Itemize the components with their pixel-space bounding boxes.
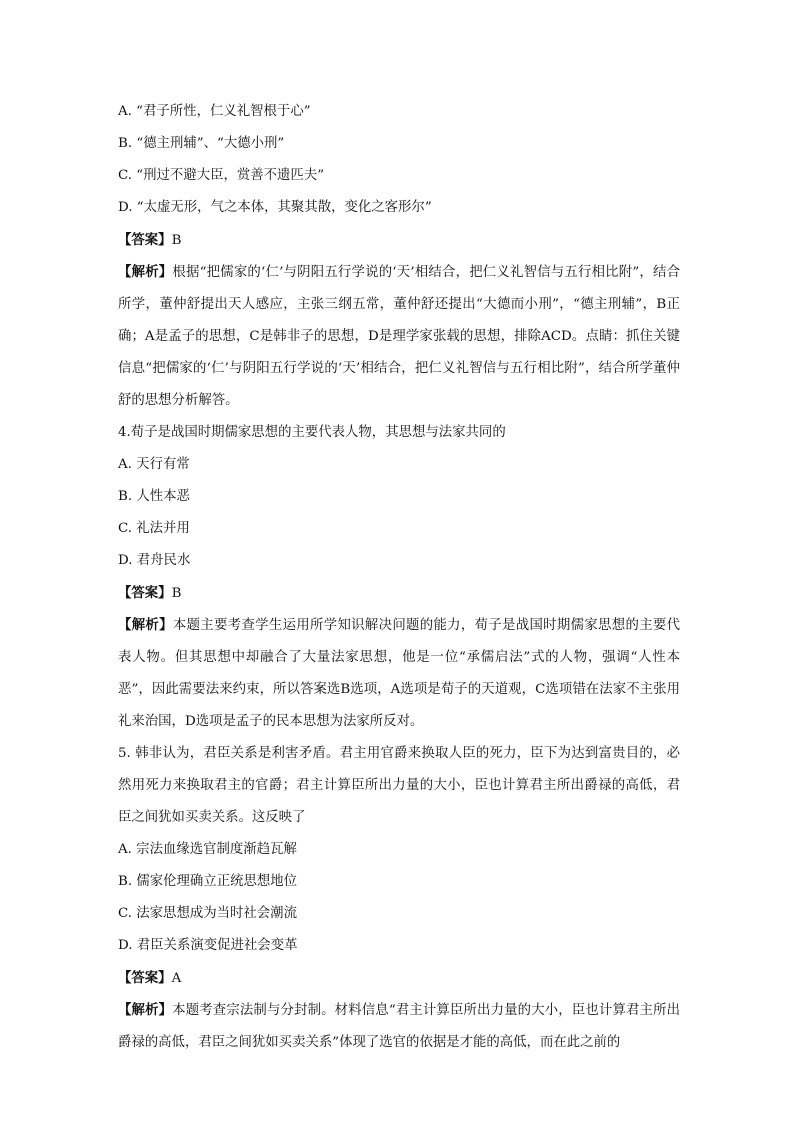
analysis-text: 根据“把儒家的‘仁’与阴阳五行学说的‘天’相结合，把仁义礼智信与五行相比附”，结合所学，董仲舒提出天人感应，主张三纲五常，董仲舒还提出“大德而小刑”，“德主刑辅”，B正确；A是孟子的思想，C是韩非子的思想，D是理学家张载的思想，排除ACD。点睛：抓住关键信息“把儒家的‘仁’与阴阳五行学说的‘天’相结合，把仁义礼智信与五行相比附”，结合所学董仲舒的思想分析解答。 bbox=[118, 265, 681, 408]
q5-analysis bbox=[118, 994, 680, 1059]
q5-option-a: A. 宗法血缘选官制度渐趋瓦解 bbox=[118, 842, 297, 857]
q5-option-c: C. 法家思想成为当时社会潮流 bbox=[118, 906, 297, 921]
q4-analysis bbox=[118, 609, 680, 738]
answer-value: B bbox=[171, 586, 182, 601]
answer-tag: 【答案】 bbox=[118, 232, 172, 248]
analysis-text: 本题主要考查学生运用所学知识解决问题的能力，荀子是战国时期儒家思想的主要代表人物。但其思想中却融合了大量法家思想，他是一位“承儒启法”式的人物，强调“人性本恶”，因此需要法来约束，所以答案选B选项，A选项是荀子的天道观，C选项错在法家不主张用礼来治国，D选项是孟子的民本思想为法家所反对。 bbox=[118, 618, 681, 729]
q4-stem: 4.荀子是战国时期儒家思想的主要代表人物，其思想与法家共同的 bbox=[118, 425, 506, 440]
q4-option-c: C. 礼法并用 bbox=[118, 521, 190, 536]
analysis-tag: 【解析】 bbox=[118, 1002, 173, 1018]
q5-stem: 5. 韩非认为，君臣关系是利害矛盾。君主用官爵来换取人臣的死力，臣下为达到富贵目的，必然用死力来换取君主的官爵；君主计算臣所出力量的大小，臣也计算君主所出爵禄的高低，君臣之间犹如买卖关系。这反映了 bbox=[118, 746, 680, 825]
q5-option-b: B. 儒家伦理确立正统思想地位 bbox=[118, 874, 298, 889]
q4-option-a: A. 天行有常 bbox=[118, 457, 190, 472]
q4-option-b: B. 人性本恶 bbox=[118, 489, 190, 504]
analysis-tag: 【解析】 bbox=[118, 617, 173, 633]
q3-option-b: B. “德主刑辅”、“大德小刑” bbox=[118, 136, 285, 151]
analysis-tag: 【解析】 bbox=[118, 264, 173, 280]
q3-answer bbox=[118, 224, 680, 256]
answer-tag: 【答案】 bbox=[118, 585, 172, 601]
q3-option-a: A. “君子所性，仁义礼智根于心” bbox=[118, 104, 311, 119]
q4-answer bbox=[118, 577, 680, 609]
answer-tag: 【答案】 bbox=[118, 970, 172, 986]
q3-option-c: C. “刑过不避大臣，赏善不遗匹夫” bbox=[118, 168, 325, 183]
answer-value: A bbox=[171, 971, 182, 986]
answer-value: B bbox=[171, 233, 182, 248]
q4-option-d: D. 君舟民水 bbox=[118, 553, 191, 568]
q5-option-d: D. 君臣关系演变促进社会变革 bbox=[118, 938, 298, 953]
document-page bbox=[118, 96, 680, 1059]
q3-analysis bbox=[118, 256, 680, 417]
analysis-text: 本题考查宗法制与分封制。材料信息“君主计算臣所出力量的大小，臣也计算君主所出爵禄的高低，君臣之间犹如买卖关系”体现了选官的依据是才能的高低，而在此之前的 bbox=[118, 1003, 681, 1050]
q3-option-d: D. “太虚无形，气之本体，其聚其散，变化之客形尔” bbox=[118, 200, 432, 215]
q5-answer bbox=[118, 962, 680, 994]
